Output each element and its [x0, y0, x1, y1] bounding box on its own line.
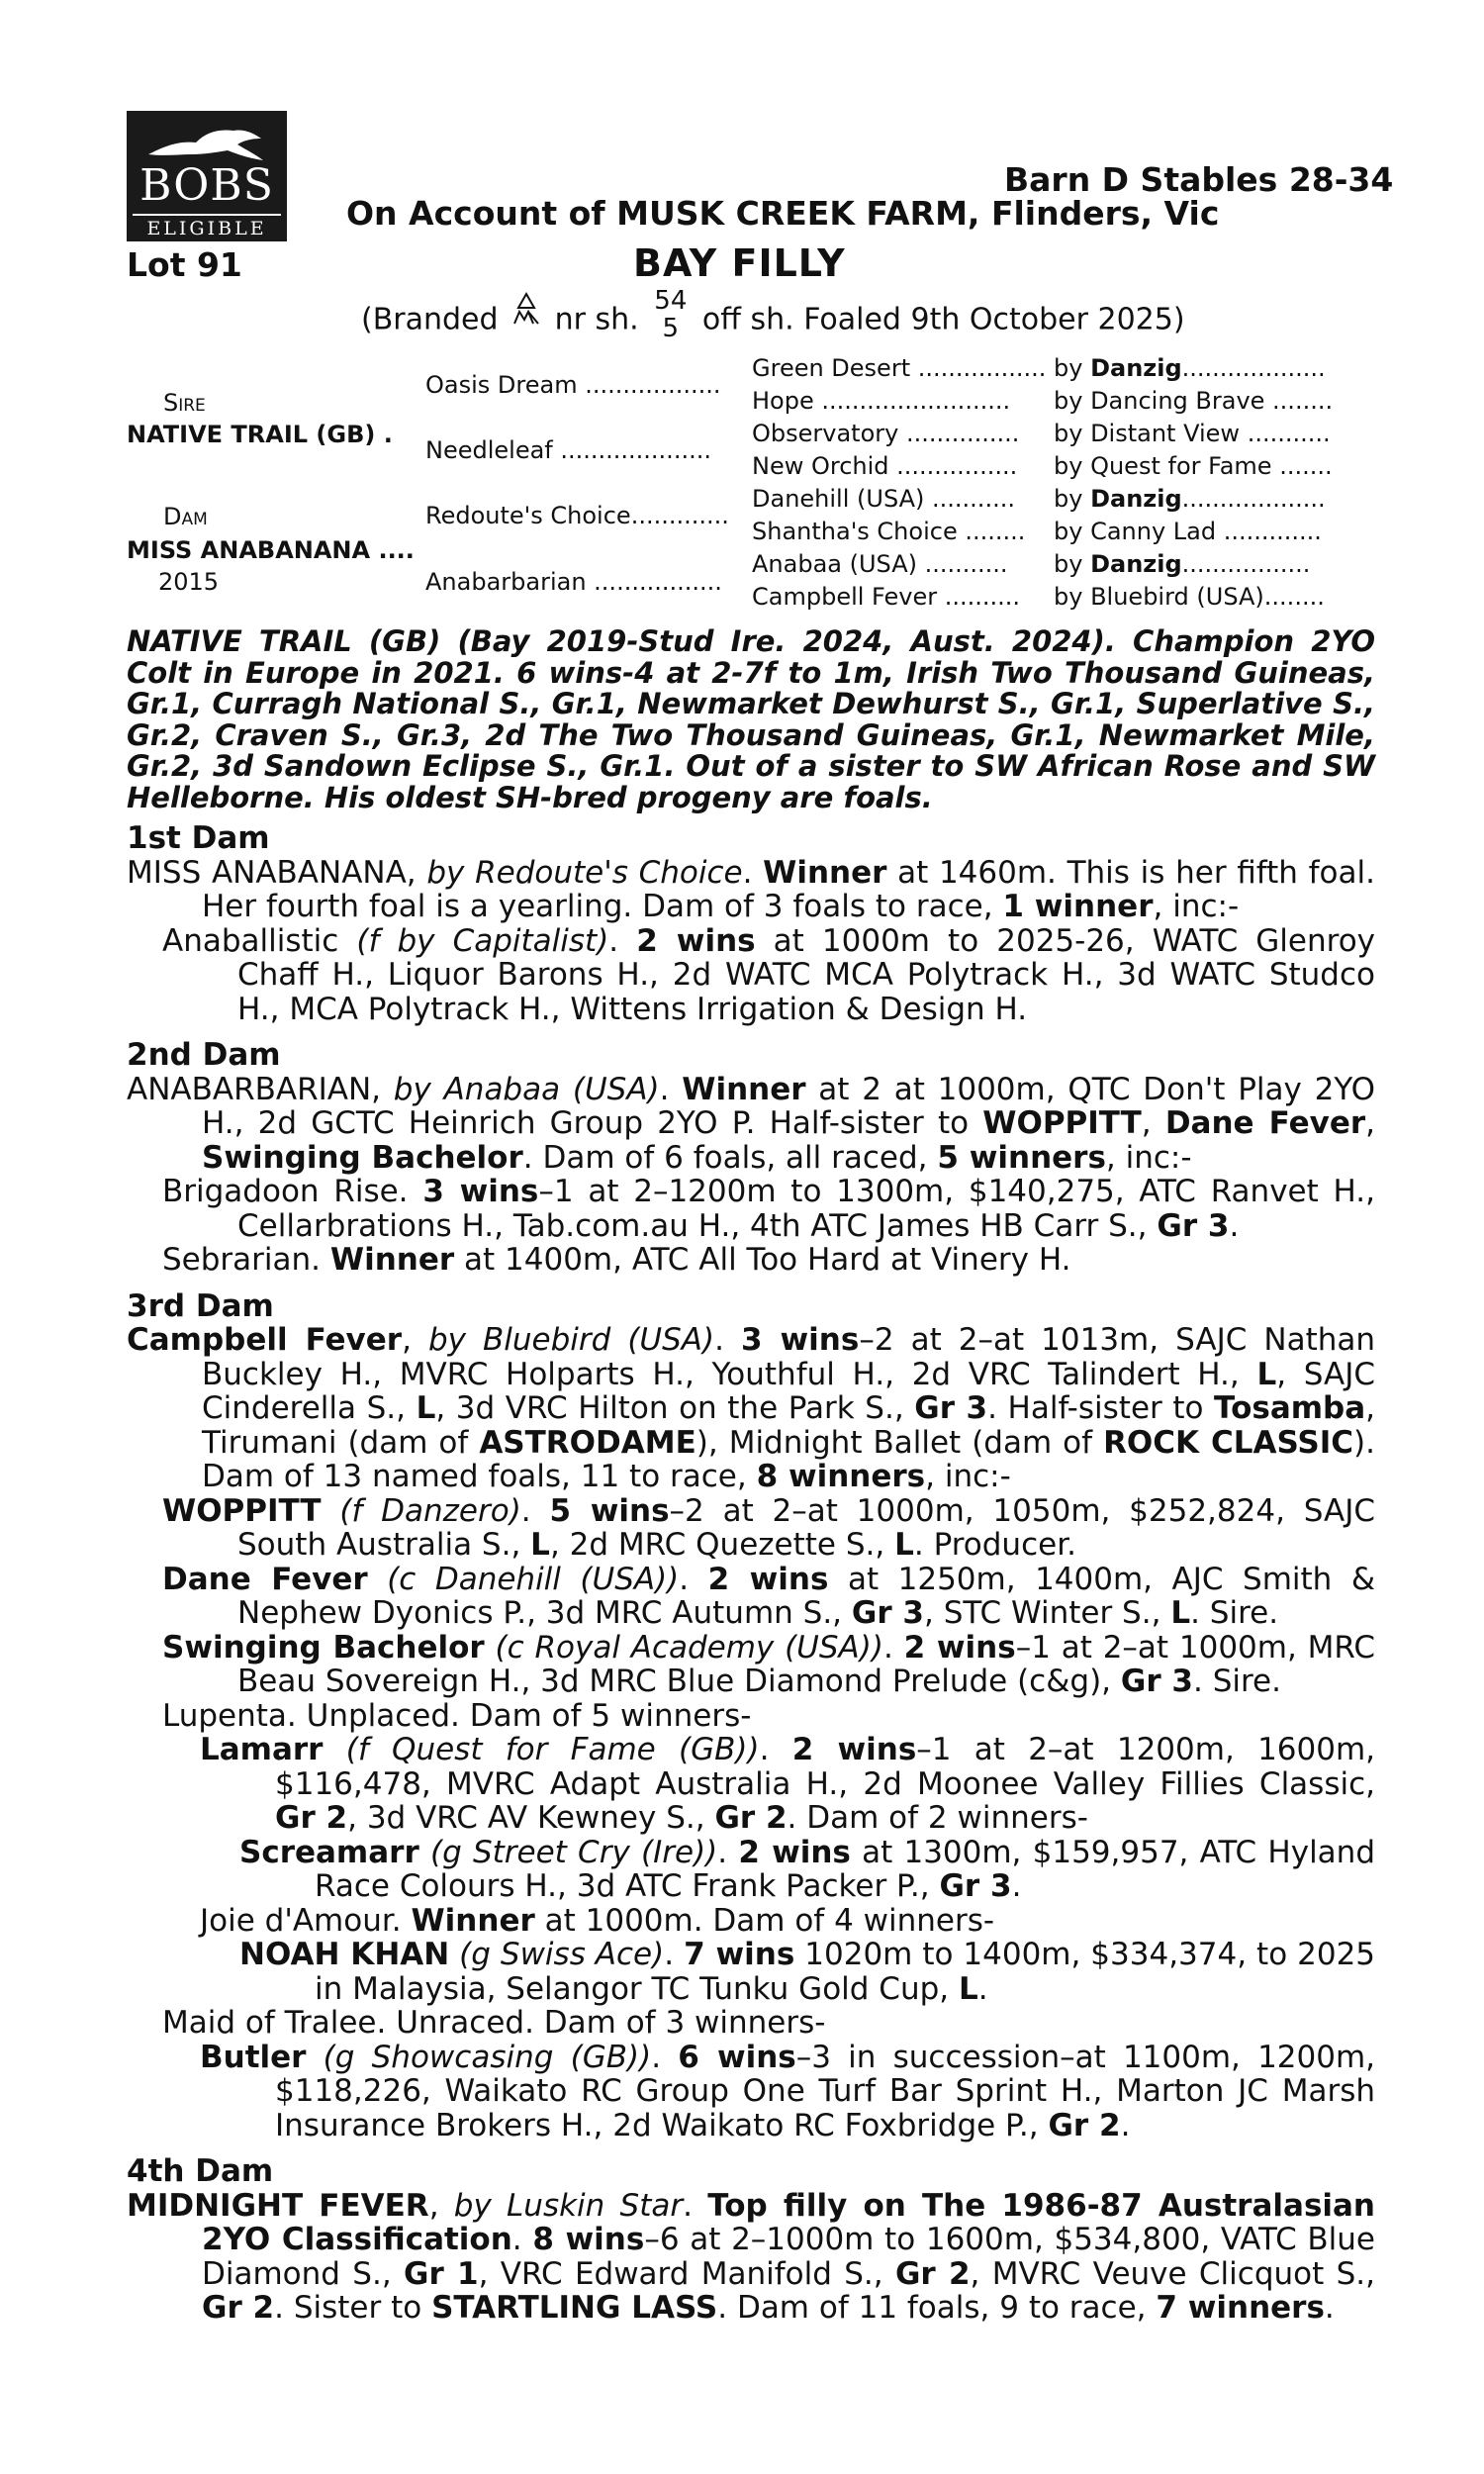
- gg-4: Danehill (USA) ...........: [752, 485, 1015, 513]
- screamarr-entry: Screamarr (g Street Cry (Ire)). 2 wins at 1300m, $159,957, ATC Hyland Race Colours H., 3d ATC Frank Packer P., Gr 3.: [239, 1834, 1375, 1904]
- brand-number: [654, 287, 687, 342]
- gg-0: Green Desert .................: [752, 354, 1047, 382]
- dam-year: 2015: [158, 568, 220, 596]
- sire-name: NATIVE TRAIL (GB) .: [127, 421, 393, 448]
- brand-nr: nr sh.: [554, 302, 639, 337]
- gg-4-sire: by Danzig...................: [1054, 485, 1326, 513]
- gg-5-sire: by Canny Lad .............: [1054, 518, 1322, 545]
- colour-sex: BAY FILLY: [633, 241, 846, 285]
- anaballistic-entry: Anaballistic (f by Capitalist). 2 wins at 1000m to 2025-26, WATC Glenroy Chaff H., Liquor Barons H., 2d WATC MCA Polytrack H., 3d WATC Studco H., MCA Polytrack H., Wittens Irrigation & Design H.: [162, 922, 1376, 1027]
- sire-sire: Oasis Dream ..................: [425, 371, 721, 399]
- gg-3: New Orchid ................: [752, 452, 1018, 480]
- dam2-heading: 2nd Dam: [127, 1037, 281, 1073]
- gg-2: Observatory ...............: [752, 420, 1020, 447]
- dam-sire: Redoute's Choice.............: [425, 502, 729, 529]
- gg-6: Anabaa (USA) ...........: [752, 550, 1008, 578]
- logo-name: BOBS: [139, 160, 274, 211]
- dam4-heading: 4th Dam: [127, 2153, 274, 2189]
- gg-5: Shantha's Choice ........: [752, 518, 1026, 545]
- brand-off-foaled: off sh. Foaled 9th October 2025): [701, 302, 1185, 337]
- brand-line: [361, 286, 1185, 348]
- dam1-heading: 1st Dam: [127, 820, 270, 856]
- logo-sub: ELIGIBLE: [133, 214, 281, 239]
- brand-number-top: 54: [654, 286, 688, 316]
- horse-logo-icon: [144, 125, 269, 164]
- sire-label: Sire: [163, 389, 206, 417]
- gg-3-sire: by Quest for Fame .......: [1054, 452, 1333, 480]
- lupenta-entry: Lupenta. Unplaced. Dam of 5 winners-: [162, 1697, 752, 1734]
- dam1-entry: MISS ANABANANA, by Redoute's Choice. Winner at 1460m. This is her fifth foal. Her fourth foal is a yearling. Dam of 3 foals to race, 1 winner, inc:-: [127, 854, 1375, 924]
- lot-number: Lot 91: [127, 245, 242, 284]
- brand-number-bottom: 5: [662, 314, 680, 343]
- sebrarian-entry: Sebrarian. Winner at 1400m, ATC All Too Hard at Vinery H.: [162, 1242, 1071, 1278]
- gg-7: Campbell Fever ..........: [752, 583, 1021, 611]
- swinging-bachelor-entry: Swinging Bachelor (c Royal Academy (USA)). 2 wins–1 at 2–at 1000m, MRC Beau Sovereign H., 3d MRC Blue Diamond Prelude (c&g), Gr 3. Sire.: [162, 1629, 1376, 1699]
- butler-entry: Butler (g Showcasing (GB)). 6 wins–3 in succession–at 1100m, 1200m, $118,226, Waikato RC Group One Turf Bar Sprint H., Marton JC Marsh Insurance Brokers H., 2d Waikato RC Foxbridge P., Gr 2.: [200, 2039, 1376, 2143]
- brand-mark-icon: [511, 292, 541, 333]
- sire-note-text: NATIVE TRAIL (GB) (Bay 2019-Stud Ire. 2024, Aust. 2024). Champion 2YO Colt in Europe in 2021. 6 wins-4 at 2-7f to 1m, Irish Two Thousand Guineas, Gr.1, Curragh National S., Gr.1, Newmarket Dewhurst S., Gr.1, Superlative S., Gr.2, Craven S., Gr.3, 2d The Two Thousand Guineas, Gr.1, Newmarket Mile, Gr.2, 3d Sandown Eclipse S., Gr.1. Out of a sister to SW African Rose and SW Helleborne. His oldest SH-bred progeny are foals.: [127, 624, 1375, 814]
- dam2-entry: ANABARBARIAN, by Anabaa (USA). Winner at 2 at 1000m, QTC Don't Play 2YO H., 2d GCTC Heinrich Group 2YO P. Half-sister to WOPPITT, Dane Fever, Swinging Bachelor. Dam of 6 foals, all raced, 5 winners, inc:-: [127, 1071, 1375, 1176]
- dam-dam: Anabarbarian .................: [425, 568, 722, 596]
- gg-0-sire: by Danzig...................: [1054, 354, 1326, 382]
- sire-note: [127, 626, 1375, 813]
- sire-dam: Needleleaf ....................: [425, 436, 711, 464]
- brigadoon-entry: Brigadoon Rise. 3 wins–1 at 2–1200m to 1300m, $140,275, ATC Ranvet H., Cellarbrations H., Tab.com.au H., 4th ATC James HB Carr S., Gr 3.: [162, 1174, 1375, 1244]
- maid-entry: Maid of Tralee. Unraced. Dam of 3 winners-: [162, 2005, 826, 2041]
- brand-prefix: (Branded: [361, 302, 499, 337]
- noah-khan-entry: NOAH KHAN (g Swiss Ace). 7 wins 1020m to 1400m, $334,374, to 2025 in Malaysia, Selangor TC Tunku Gold Cup, L.: [239, 1937, 1376, 2007]
- woppitt-entry: WOPPITT (f Danzero). 5 wins–2 at 2–at 1000m, 1050m, $252,824, SAJC South Australia S., L, 2d MRC Quezette S., L. Producer.: [162, 1492, 1375, 1563]
- dam4-entry: MIDNIGHT FEVER, by Luskin Star. Top filly on The 1986-87 Australasian 2YO Classification. 8 wins–6 at 2–1000m to 1600m, $534,800, VATC Blue Diamond S., Gr 1, VRC Edward Manifold S., Gr 2, MVRC Veuve Clicquot S., Gr 2. Sister to STARTLING LASS. Dam of 11 foals, 9 to race, 7 winners.: [127, 2187, 1376, 2326]
- bobs-eligible-logo: [127, 111, 287, 241]
- joie-entry: Joie d'Amour. Winner at 1000m. Dam of 4 winners-: [200, 1902, 995, 1939]
- lamarr-entry: Lamarr (f Quest for Fame (GB)). 2 wins–1 at 2–at 1200m, 1600m, $116,478, MVRC Adapt Australia H., 2d Moonee Valley Fillies Classic, Gr 2, 3d VRC AV Kewney S., Gr 2. Dam of 2 winners-: [200, 1732, 1376, 1836]
- barn-location: Barn D Stables 28-34: [1004, 160, 1394, 199]
- vendor-account: On Account of MUSK CREEK FARM, Flinders, Vic: [346, 194, 1220, 233]
- dane-fever-entry: Dane Fever (c Danehill (USA)). 2 wins at 1250m, 1400m, AJC Smith & Nephew Dyonics P., 3d MRC Autumn S., Gr 3, STC Winter S., L. Sire.: [162, 1561, 1376, 1631]
- dam3-entry: Campbell Fever, by Bluebird (USA). 3 wins–2 at 2–at 1013m, SAJC Nathan Buckley H., MVRC Holparts H., Youthful H., 2d VRC Talindert H., L, SAJC Cinderella S., L, 3d VRC Hilton on the Park S., Gr 3. Half-sister to Tosamba, Tirumani (dam of ASTRODAME), Midnight Ballet (dam of ROCK CLASSIC). Dam of 13 named foals, 11 to race, 8 winners, inc:-: [127, 1322, 1376, 1494]
- gg-2-sire: by Distant View ...........: [1054, 420, 1331, 447]
- gg-1-sire: by Dancing Brave ........: [1054, 387, 1334, 415]
- dam-name: MISS ANABANANA ....: [127, 536, 415, 564]
- pedigree-body: [127, 821, 1375, 2326]
- dam3-heading: 3rd Dam: [127, 1287, 274, 1324]
- gg-6-sire: by Danzig.................: [1054, 550, 1311, 578]
- gg-7-sire: by Bluebird (USA)........: [1054, 583, 1325, 611]
- gg-1: Hope .........................: [752, 387, 1011, 415]
- dam-label: Dam: [163, 503, 208, 530]
